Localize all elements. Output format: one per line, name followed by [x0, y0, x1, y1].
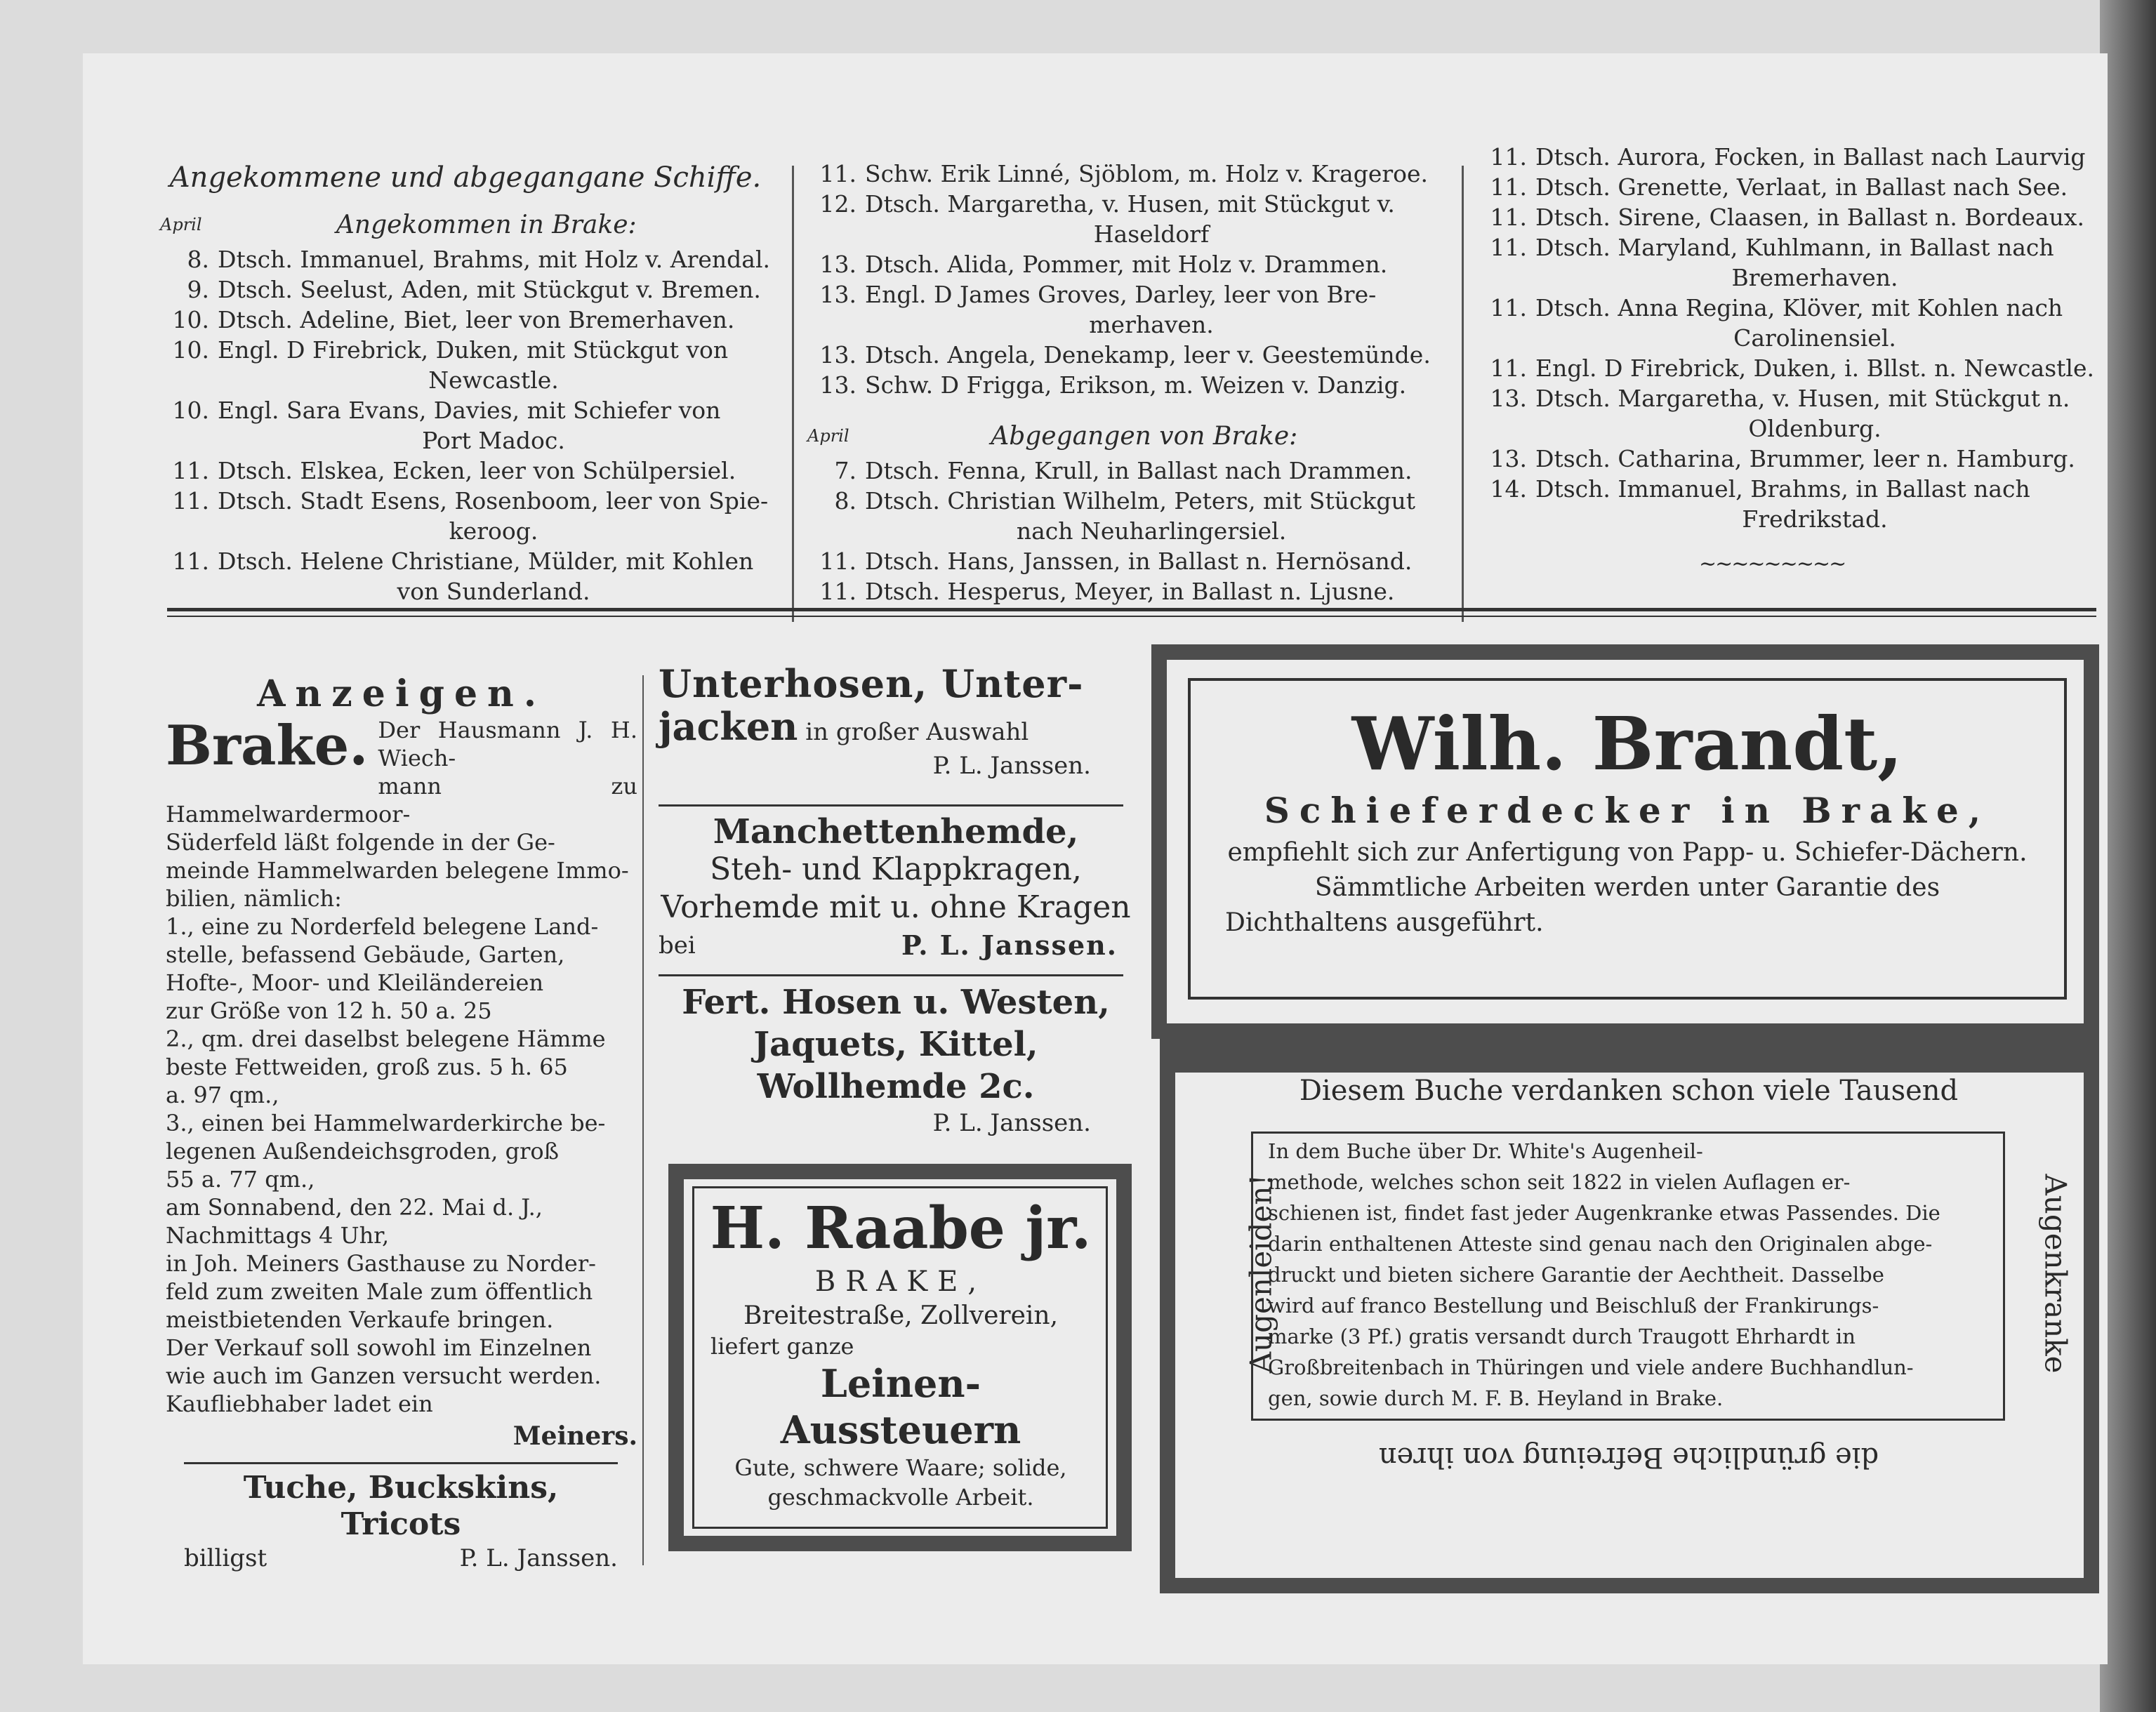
column-rule	[1462, 166, 1464, 622]
auction-line: Der Verkauf soll sowohl im Einzelnen	[166, 1334, 592, 1361]
white-ad-line: In dem Buche über Dr. White's Augenheil-	[1268, 1139, 1703, 1163]
auction-line: Hofte-, Moor- und Kleiländereien	[166, 969, 544, 996]
raabe-city: BRAKE,	[814, 1266, 987, 1298]
ship-text: Dtsch. Maryland, Kuhlmann, in Ballast nach	[1535, 234, 2054, 261]
ship-date: 11.	[1490, 143, 1527, 171]
ship-date: 7.	[834, 457, 857, 484]
white-ad-line: gen, sowie durch M. F. B. Heyland in Brake.	[1268, 1386, 1724, 1410]
white-ad-line: darin enthaltenen Atteste sind genau nach den Originalen abge-	[1268, 1232, 1933, 1256]
auction-line: wie auch im Ganzen versucht werden.	[166, 1362, 602, 1389]
ship-date: 10.	[172, 306, 209, 333]
ship-entry	[160, 486, 771, 516]
underwear-title: Unterhosen, Unter-	[659, 661, 1084, 706]
ship-entry	[160, 274, 771, 305]
auction-line: bilien, nämlich:	[166, 885, 342, 912]
ship-entry	[1478, 444, 2096, 474]
ship-text: Engl. Sara Evans, Davies, mit Schiefer von	[218, 397, 721, 424]
auction-ad	[166, 672, 637, 1450]
ship-entry	[807, 159, 1439, 189]
raabe-line-2: Leinen-Aussteuern	[780, 1361, 1021, 1452]
auction-line: meistbietenden Verkaufe bringen.	[166, 1306, 554, 1333]
auction-line: 2., qm. drei daselbst belegene Hämme	[166, 1026, 606, 1052]
auction-line: 55 a. 77 qm.,	[166, 1166, 315, 1193]
ship-entry	[807, 370, 1439, 400]
ship-text: Dtsch. Stadt Esens, Rosenboom, leer von Spie-	[218, 487, 769, 515]
ship-date: 13.	[819, 341, 857, 369]
ship-date: 11.	[819, 160, 857, 187]
ship-entry	[160, 395, 771, 425]
auction-line: Nachmittags 4 Uhr,	[166, 1222, 390, 1249]
ship-continuation: Port Madoc.	[422, 427, 565, 454]
ship-text: Dtsch. Adeline, Biet, leer von Bremerhaven.	[218, 306, 735, 333]
auction-line: zur Größe von 12 h. 50 a. 25	[166, 997, 492, 1024]
ship-date: 14.	[1490, 475, 1527, 503]
ship-text: Dtsch. Elskea, Ecken, leer von Schülpersiel.	[218, 457, 736, 484]
ship-text: Dtsch. Aurora, Focken, in Ballast nach Laurvig	[1535, 143, 2086, 171]
white-ad-line: schienen ist, findet fast jeder Augenkranke etwas Passendes. Die	[1268, 1201, 1940, 1225]
white-left-text: Augenleiden!	[1243, 1174, 1278, 1374]
ship-text: Dtsch. Alida, Pommer, mit Holz v. Drammen.	[865, 251, 1388, 278]
ship-continuation: Oldenburg.	[1748, 415, 1881, 442]
white-bottom-text: die gründliche Befreiung von ihren	[1378, 1441, 1879, 1473]
raabe-line-3: Gute, schwere Waare; solide,	[734, 1454, 1067, 1481]
trousers-line-3: Wollhemde 2c.	[757, 1067, 1035, 1106]
underwear-signature: P. L. Janssen.	[932, 752, 1091, 780]
ship-text: Dtsch. Anna Regina, Klöver, mit Kohlen nach	[1535, 294, 2063, 321]
ship-text: Dtsch. Margaretha, v. Husen, mit Stückgut n.	[1535, 385, 2070, 412]
ship-date: 13.	[819, 371, 857, 399]
ship-text: Dtsch. Immanuel, Brahms, mit Holz v. Arendal.	[218, 246, 771, 273]
ship-text: Dtsch. Grenette, Verlaat, in Ballast nach See.	[1535, 173, 2068, 201]
auction-line: am Sonnabend, den 22. Mai d. J.,	[166, 1194, 543, 1221]
arrived-title: April Angekommen in Brake:	[160, 211, 637, 239]
ship-text: Dtsch. Immanuel, Brahms, in Ballast nach	[1535, 475, 2030, 503]
ship-date: 11.	[819, 548, 857, 575]
ship-text: Dtsch. Sirene, Claasen, in Ballast n. Bordeaux.	[1535, 204, 2084, 231]
white-ad-top-band	[1160, 1037, 2099, 1073]
departed-title: April Abgegangen von Brake:	[807, 422, 1298, 451]
raabe-line-4: geschmackvolle Arbeit.	[767, 1484, 1034, 1511]
auction-line: mann zu Hammelwardermoor-	[166, 773, 637, 828]
tuche-ad	[184, 1470, 618, 1574]
ship-entry	[160, 546, 771, 576]
ship-date: 10.	[172, 397, 209, 424]
ornament-wave: ∼∼∼∼∼∼∼∼∼	[1699, 552, 1846, 576]
ship-date: 11.	[172, 548, 209, 575]
white-ad-line: wird auf franco Bestellung und Beischluß der Frankirungs-	[1268, 1294, 1879, 1318]
ship-date: 10.	[172, 336, 209, 364]
ship-text: Dtsch. Margaretha, v. Husen, mit Stückgut v.	[865, 190, 1395, 218]
brandt-title: Wilh. Brandt,	[1351, 701, 1903, 787]
shipping-column-3	[1478, 142, 2096, 534]
ship-text: Schw. Erik Linné, Sjöblom, m. Holz v. Krageroe.	[865, 160, 1429, 187]
ship-continuation: keroog.	[449, 517, 538, 545]
brandt-line-2: Sämmtliche Arbeiten werden unter Garantie des	[1314, 873, 1940, 902]
scan-edge	[2100, 0, 2156, 1712]
ship-date: 8.	[834, 487, 857, 515]
ship-text: Dtsch. Catharina, Brummer, leer n. Hamburg.	[1535, 445, 2075, 472]
ship-continuation: Bremerhaven.	[1731, 264, 1898, 291]
ship-date: 13.	[819, 281, 857, 308]
ship-date: 13.	[1490, 445, 1527, 472]
ship-entry	[1478, 353, 2096, 383]
ship-text: Engl. D James Groves, Darley, leer von Bre-	[865, 281, 1377, 308]
white-top-text: Diesem Buche verdanken schon viele Tausend	[1299, 1075, 1959, 1107]
ship-entry	[1478, 172, 2096, 202]
auction-line: feld zum zweiten Male zum öffentlich	[166, 1278, 593, 1305]
shirts-line-3: Vorhemde mit u. ohne Kragen	[661, 889, 1131, 925]
ship-date: 9.	[187, 276, 209, 303]
raabe-title: H. Raabe jr.	[710, 1195, 1092, 1262]
ship-entry	[807, 486, 1439, 516]
ship-continuation: Haseldorf	[1093, 220, 1210, 248]
ship-entry	[160, 244, 771, 274]
tuche-title: Tuche, Buckskins, Tricots	[243, 1470, 559, 1542]
shirts-line-2: Steh- und Klappkragen,	[710, 851, 1082, 887]
ship-entry	[807, 279, 1439, 310]
underwear-jacken: jacken	[659, 704, 798, 749]
section-rule	[167, 608, 2096, 611]
underwear-selection: in großer Auswahl	[805, 718, 1029, 746]
ads-heading: Anzeigen.	[257, 672, 546, 715]
auction-signature: Meiners.	[512, 1421, 637, 1451]
auction-line: a. 97 qm.,	[166, 1082, 279, 1108]
ship-date: 11.	[1490, 234, 1527, 261]
brandt-ad	[1197, 702, 2058, 941]
ship-text: Dtsch. Seelust, Aden, mit Stückgut v. Bremen.	[218, 276, 761, 303]
auction-line: meinde Hammelwarden belegene Immo-	[166, 857, 629, 884]
ship-entry	[807, 456, 1439, 486]
auction-line: in Joh. Meiners Gasthause zu Norder-	[166, 1250, 596, 1277]
trousers-ad	[659, 981, 1133, 1139]
ship-date: 11.	[172, 457, 209, 484]
auction-line: beste Fettweiden, groß zus. 5 h. 65	[166, 1054, 568, 1080]
ship-text: Engl. D Firebrick, Duken, mit Stückgut von	[218, 336, 729, 364]
white-ad-line: druckt und bieten sichere Garantie der Aechtheit. Dasselbe	[1268, 1263, 1884, 1287]
ship-entry	[160, 456, 771, 486]
ship-date: 11.	[1490, 173, 1527, 201]
ship-entry	[1478, 202, 2096, 232]
ship-continuation: Carolinensiel.	[1733, 324, 1896, 352]
ship-text: Dtsch. Christian Wilhelm, Peters, mit Stückgut	[865, 487, 1415, 515]
ship-text: Dtsch. Hesperus, Meyer, in Ballast n. Ljusne.	[865, 578, 1395, 605]
ship-entry	[160, 335, 771, 365]
shipping-column-1	[160, 163, 771, 606]
ship-date: 11.	[1490, 294, 1527, 321]
ship-entry	[1478, 142, 2096, 172]
ship-date: 11.	[172, 487, 209, 515]
ship-date: 11.	[1490, 354, 1527, 382]
trousers-line-2: Jaquets, Kittel,	[753, 1025, 1038, 1064]
underwear-ad	[659, 661, 1133, 779]
ship-continuation: von Sunderland.	[397, 578, 590, 605]
auction-line: 3., einen bei Hammelwarderkirche be-	[166, 1110, 606, 1136]
ship-text: Dtsch. Fenna, Krull, in Ballast nach Drammen.	[865, 457, 1413, 484]
auction-line: stelle, befassend Gebäude, Garten,	[166, 941, 565, 968]
white-ad-line: Großbreitenbach in Thüringen und viele andere Buchhandlun-	[1268, 1355, 1914, 1379]
ship-date: 11.	[1490, 204, 1527, 231]
column-rule	[642, 675, 644, 1565]
ship-entry	[160, 305, 771, 335]
tuche-billigst: billigst	[184, 1544, 267, 1572]
tuche-signature: P. L. Janssen.	[459, 1544, 618, 1572]
shirts-line-1: Manchettenhemde,	[713, 812, 1079, 851]
ship-entry	[807, 576, 1439, 606]
ship-entry	[1478, 474, 2096, 504]
ship-entry	[807, 249, 1439, 279]
raabe-line-1: liefert ganze	[710, 1333, 854, 1360]
ship-entry	[807, 546, 1439, 576]
shirts-bei: bei	[659, 931, 696, 960]
ship-text: Schw. D Frigga, Erikson, m. Weizen v. Danzig.	[865, 371, 1407, 399]
ship-date: 8.	[187, 246, 209, 273]
shipping-column-2	[807, 159, 1439, 606]
ship-entry	[1478, 293, 2096, 323]
auction-line: 1., eine zu Norderfeld belegene Land-	[166, 913, 599, 940]
brandt-line-3: Dichthaltens ausgeführt.	[1225, 908, 1544, 937]
auction-line: Süderfeld läßt folgende in der Ge-	[166, 829, 555, 856]
raabe-address: Breitestraße, Zollverein,	[743, 1301, 1059, 1330]
month-label: April	[160, 215, 202, 234]
brandt-subtitle: Schieferdecker in Brake,	[1264, 790, 1991, 831]
brandt-line-1: empfiehlt sich zur Anfertigung von Papp- u. Schiefer-Dächern.	[1227, 838, 2028, 867]
ship-text: Dtsch. Helene Christiane, Mülder, mit Kohlen	[218, 548, 754, 575]
shirts-signature: P. L. Janssen.	[901, 929, 1118, 961]
auction-line: legenen Außendeichsgroden, groß	[166, 1138, 560, 1164]
ship-entry	[1478, 383, 2096, 413]
ad-rule	[659, 804, 1123, 807]
ship-text: Engl. D Firebrick, Duken, i. Bllst. n. Newcastle.	[1535, 354, 2094, 382]
ship-date: 11.	[819, 578, 857, 605]
column-rule	[792, 166, 794, 622]
ship-entry	[807, 189, 1439, 219]
white-ad-body	[1268, 1136, 1991, 1414]
white-ad-line: methode, welches schon seit 1822 in vielen Auflagen er-	[1268, 1170, 1851, 1194]
ad-rule	[659, 974, 1123, 976]
brake-title: Brake.	[166, 714, 369, 778]
ship-entry	[807, 340, 1439, 370]
ship-entry	[1478, 232, 2096, 263]
trousers-line-1: Fert. Hosen u. Westen,	[682, 983, 1110, 1022]
trousers-signature: P. L. Janssen.	[932, 1109, 1091, 1137]
white-ad-line: marke (3 Pf.) gratis versandt durch Traugott Ehrhardt in	[1268, 1325, 1856, 1348]
auction-line: Kaufliebhaber ladet ein	[166, 1391, 433, 1417]
ship-date: 13.	[819, 251, 857, 278]
ship-date: 12.	[819, 190, 857, 218]
ship-continuation: nach Neuharlingersiel.	[1016, 517, 1287, 545]
ship-text: Dtsch. Hans, Janssen, in Ballast n. Hernösand.	[865, 548, 1413, 575]
shipping-title: Angekommene und abgegangane Schiffe.	[169, 161, 762, 194]
ship-continuation: Fredrikstad.	[1742, 505, 1888, 533]
ship-continuation: merhaven.	[1089, 311, 1214, 338]
ship-continuation: Newcastle.	[428, 366, 559, 394]
ad-rule	[184, 1462, 618, 1464]
section-rule-thin	[167, 616, 2096, 617]
white-right-text: Augenkranke	[2038, 1174, 2073, 1374]
raabe-ad	[702, 1193, 1099, 1512]
auction-line: Der Hausmann J. H. Wiech-	[378, 717, 637, 771]
shirts-ad	[659, 813, 1133, 964]
ship-text: Dtsch. Angela, Denekamp, leer v. Geestemünde.	[865, 341, 1431, 369]
ship-date: 13.	[1490, 385, 1527, 412]
